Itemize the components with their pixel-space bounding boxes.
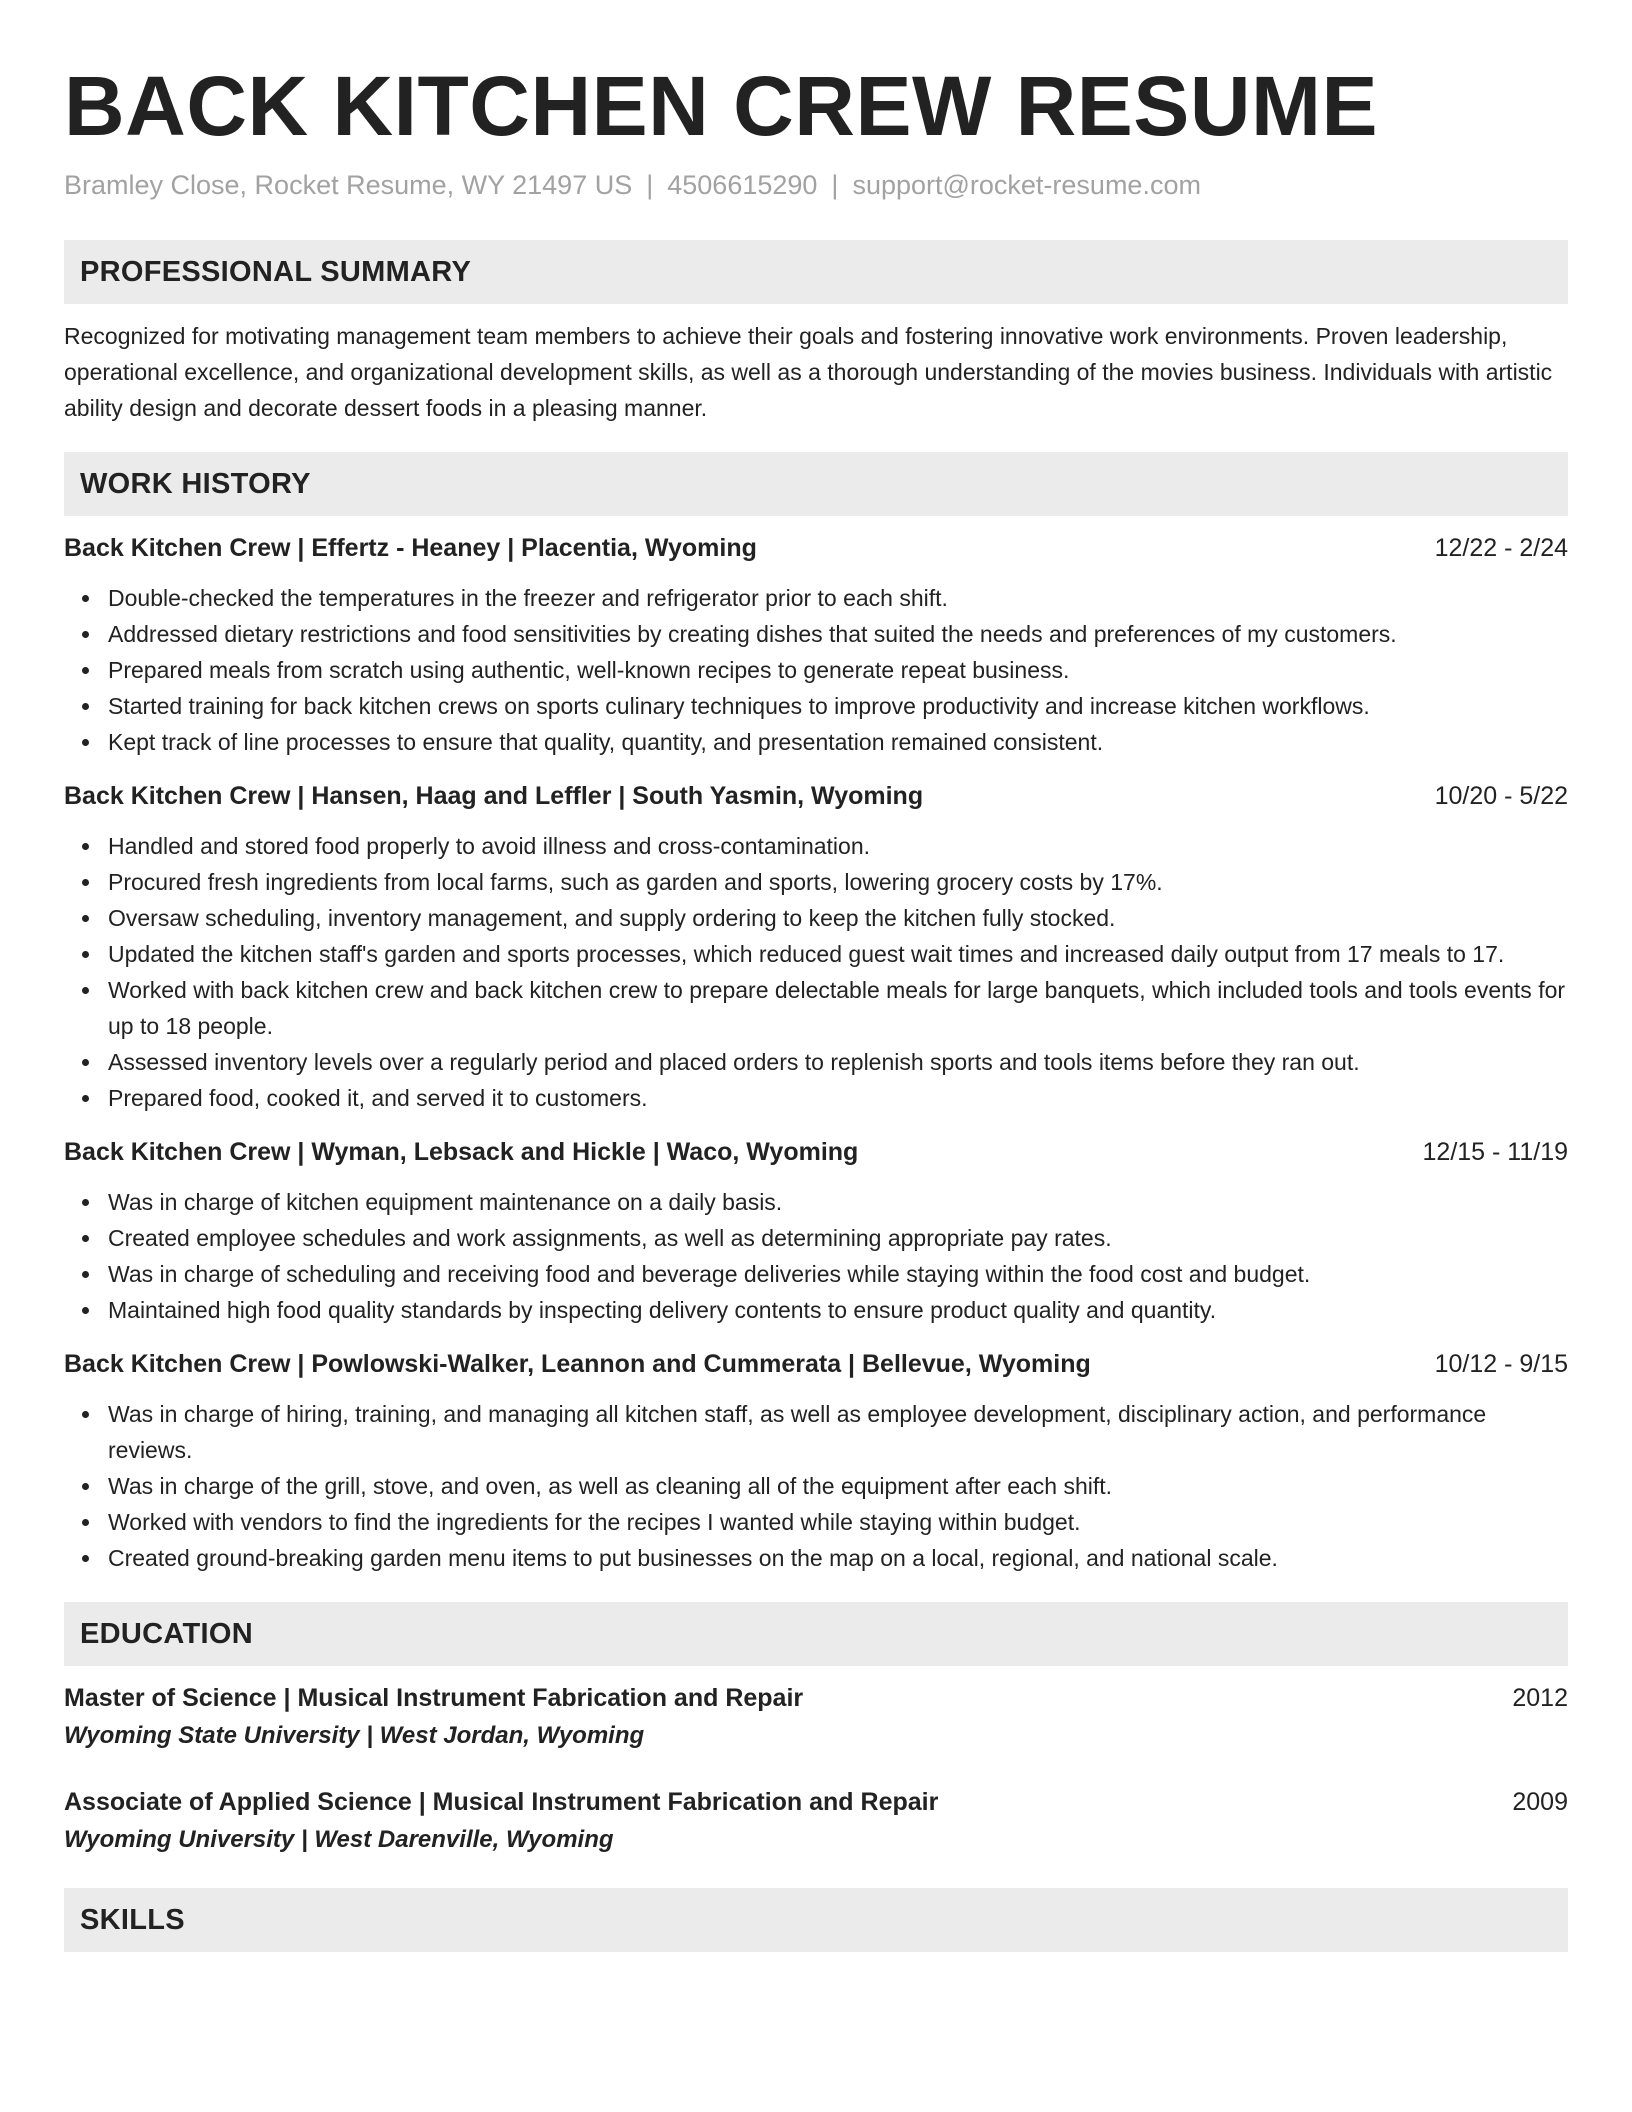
job-title: Back Kitchen Crew | Hansen, Haag and Leffler | South Yasmin, Wyoming (64, 782, 924, 810)
job-bullet: Was in charge of scheduling and receiving food and beverage deliveries while staying within the food cost and budget. (108, 1256, 1568, 1292)
contact-separator: | (831, 170, 839, 200)
education-school: Wyoming University | West Darenville, Wyoming (64, 1826, 614, 1853)
section-heading-skills: SKILLS (64, 1888, 1568, 1952)
education-year: 2012 (1512, 1684, 1568, 1712)
job-bullet: Created ground-breaking garden menu items to put businesses on the map on a local, regional, and national scale. (108, 1540, 1568, 1576)
resume-title: BACK KITCHEN CREW RESUME (64, 59, 1378, 153)
job-dates: 10/12 - 9/15 (1434, 1350, 1568, 1378)
education-entry (64, 1784, 1568, 1858)
job-bullet: Oversaw scheduling, inventory management, and supply ordering to keep the kitchen fully stocked. (108, 900, 1568, 936)
job-dates: 12/15 - 11/19 (1422, 1138, 1568, 1166)
section-heading-education: EDUCATION (64, 1602, 1568, 1666)
job-bullet: Updated the kitchen staff's garden and sports processes, which reduced guest wait times and increased daily output from 17 meals to 17. (108, 936, 1568, 972)
job-entry (64, 530, 1568, 760)
job-bullet: Addressed dietary restrictions and food sensitivities by creating dishes that suited the needs and preferences of my customers. (108, 616, 1568, 652)
job-bullets (64, 580, 1568, 760)
job-bullet: Worked with vendors to find the ingredients for the recipes I wanted while staying within budget. (108, 1504, 1568, 1540)
job-header (64, 778, 1568, 814)
education-school: Wyoming State University | West Jordan, Wyoming (64, 1722, 645, 1749)
job-bullets (64, 828, 1568, 1116)
job-bullet: Prepared meals from scratch using authentic, well-known recipes to generate repeat business. (108, 652, 1568, 688)
job-bullet: Started training for back kitchen crews on sports culinary techniques to improve productivity and increase kitchen workflows. (108, 688, 1568, 724)
job-title: Back Kitchen Crew | Powlowski-Walker, Leannon and Cummerata | Bellevue, Wyoming (64, 1350, 1091, 1378)
job-dates: 10/20 - 5/22 (1434, 782, 1568, 810)
job-bullet: Maintained high food quality standards by inspecting delivery contents to ensure product quality and quantity. (108, 1292, 1568, 1328)
job-bullet: Was in charge of the grill, stove, and oven, as well as cleaning all of the equipment after each shift. (108, 1468, 1568, 1504)
job-bullet: Procured fresh ingredients from local farms, such as garden and sports, lowering grocery costs by 17%. (108, 864, 1568, 900)
job-bullet: Double-checked the temperatures in the freezer and refrigerator prior to each shift. (108, 580, 1568, 616)
job-bullets (64, 1184, 1568, 1328)
job-entry (64, 1346, 1568, 1576)
job-bullet: Handled and stored food properly to avoid illness and cross-contamination. (108, 828, 1568, 864)
job-entry (64, 1134, 1568, 1328)
job-header (64, 1346, 1568, 1382)
education-degree: Master of Science | Musical Instrument Fabrication and Repair (64, 1684, 804, 1712)
section-heading-work-history: WORK HISTORY (64, 452, 1568, 516)
job-dates: 12/22 - 2/24 (1434, 534, 1568, 562)
job-title: Back Kitchen Crew | Effertz - Heaney | Placentia, Wyoming (64, 534, 757, 562)
job-bullet: Kept track of line processes to ensure that quality, quantity, and presentation remained consistent. (108, 724, 1568, 760)
contact-separator: | (646, 170, 654, 200)
job-title: Back Kitchen Crew | Wyman, Lebsack and Hickle | Waco, Wyoming (64, 1138, 859, 1166)
section-heading-summary: PROFESSIONAL SUMMARY (64, 240, 1568, 304)
job-bullets (64, 1396, 1568, 1576)
contact-email: support@rocket-resume.com (852, 170, 1201, 200)
job-bullet: Was in charge of hiring, training, and managing all kitchen staff, as well as employee development, disciplinary action, and performance reviews. (108, 1396, 1568, 1468)
education-degree: Associate of Applied Science | Musical Instrument Fabrication and Repair (64, 1788, 939, 1816)
education-header (64, 1680, 1568, 1716)
summary-text: Recognized for motivating management team members to achieve their goals and fostering innovative work environments. Proven leadership, operational excellence, and organizational development skills, as well as a thorough understanding of the movies business. Individuals with artistic ability design and decorate dessert foods in a pleasing manner. (64, 323, 1553, 421)
job-bullet: Assessed inventory levels over a regularly period and placed orders to replenish sports and tools items before they ran out. (108, 1044, 1568, 1080)
job-header (64, 530, 1568, 566)
education-year: 2009 (1512, 1788, 1568, 1816)
job-bullet: Created employee schedules and work assignments, as well as determining appropriate pay rates. (108, 1220, 1568, 1256)
education-header (64, 1784, 1568, 1820)
job-bullet: Prepared food, cooked it, and served it to customers. (108, 1080, 1568, 1116)
contact-line (64, 168, 1568, 202)
contact-phone: 4506615290 (667, 170, 818, 200)
job-header (64, 1134, 1568, 1170)
education-entry (64, 1680, 1568, 1754)
job-entry (64, 778, 1568, 1116)
job-bullet: Was in charge of kitchen equipment maintenance on a daily basis. (108, 1184, 1568, 1220)
job-bullet: Worked with back kitchen crew and back kitchen crew to prepare delectable meals for large banquets, which included tools and tools events for up to 18 people. (108, 972, 1568, 1044)
contact-address: Bramley Close, Rocket Resume, WY 21497 US (64, 170, 633, 200)
